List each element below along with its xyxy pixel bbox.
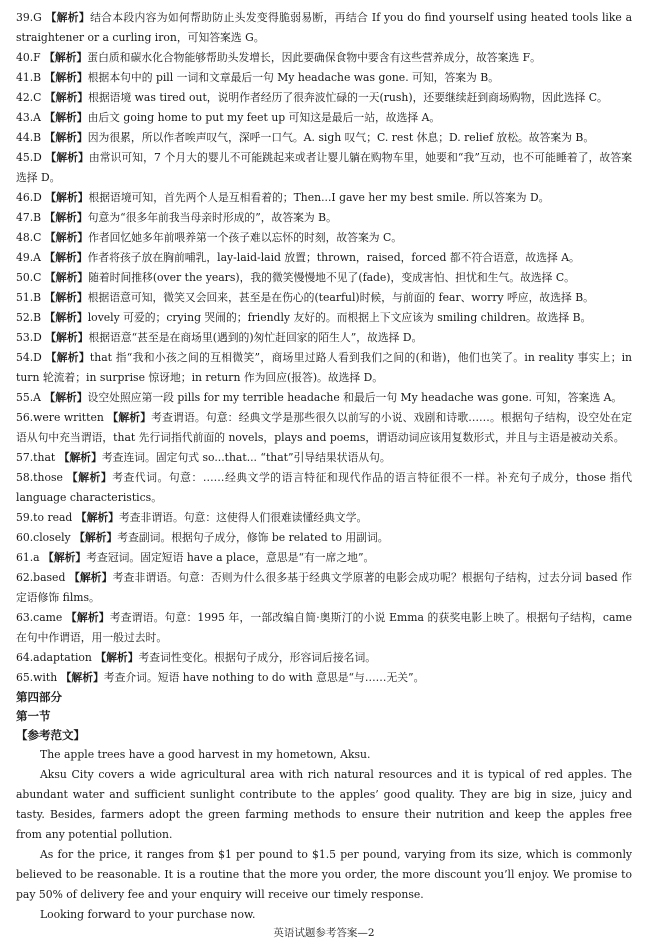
page-footer: 英语试题参考答案—2 <box>273 927 375 939</box>
analysis-tag: 【解析】 <box>44 291 88 304</box>
answer-number: 48.C <box>16 231 42 244</box>
answer-entry <box>16 388 632 408</box>
answer-entry <box>16 48 632 68</box>
analysis-text: that 指“我和小孩之间的互相微笑”，商场里过路人看到我们之间的(和谐)，他们也笑了。in reality 事实上；in turn 轮流着；in surprise 惊讶地；in return 作为回应(报答)。故选择 D。 <box>16 351 633 384</box>
analysis-tag: 【解析】 <box>74 531 118 544</box>
answer-number: 46.D <box>16 191 42 204</box>
analysis-tag: 【解析】 <box>44 211 88 224</box>
analysis-tag: 【解析】 <box>44 271 89 284</box>
answer-number: 52.B <box>16 311 42 324</box>
analysis-tag: 【解析】 <box>45 351 90 364</box>
answer-entry <box>16 268 632 288</box>
answer-number: 63.came <box>16 611 63 624</box>
answer-entry <box>16 208 632 228</box>
answer-entry <box>16 108 632 128</box>
analysis-tag: 【解析】 <box>44 111 88 124</box>
analysis-text: 考查介词。短语 have nothing to do with 意思是“与……无关”。 <box>103 671 425 684</box>
analysis-text: 考查非谓语。句意：这使得人们很难读懂经典文学。 <box>118 511 368 524</box>
answer-entry <box>16 468 632 508</box>
answer-number: 43.A <box>16 111 41 124</box>
answer-entry <box>16 348 632 388</box>
analysis-tag: 【解析】 <box>44 391 88 404</box>
analysis-tag: 【解析】 <box>45 151 89 164</box>
analysis-tag: 【解析】 <box>65 611 110 624</box>
analysis-text: 根据语意“甚至是在商场里(遇到的)匆忙赶回家的陌生人”，故选择 D。 <box>88 331 423 344</box>
analysis-tag: 【解析】 <box>68 571 113 584</box>
answer-entry <box>16 608 632 648</box>
answer-entry <box>16 648 632 668</box>
answer-number: 58.those <box>16 471 63 484</box>
answer-entry <box>16 508 632 528</box>
essay-paragraph: Aksu City covers a wide agricultural area with rich natural resources and it is typical of red apples. The abundant water and sufficient sunlight contribute to the apples’ good quality. They are big in size, juicy and tasty. Besides, farmers adopt the green farming methods to ensure their nutrition and keep the apples free from any potential pollution. <box>16 768 632 841</box>
analysis-text: 考查连词。固定句式 so...that... “that”引导结果状语从句。 <box>101 451 391 464</box>
answer-entry <box>16 548 632 568</box>
answer-entry <box>16 228 632 248</box>
answer-entry <box>16 248 632 268</box>
answer-entry <box>16 528 632 548</box>
analysis-tag: 【解析】 <box>44 71 88 84</box>
analysis-tag: 【解析】 <box>43 551 87 564</box>
answer-number: 55.A <box>16 391 41 404</box>
analysis-text: 根据语境可知，首先两个人是互相看着的；Then...I gave her my best smile. 所以答案为 D。 <box>88 191 550 204</box>
analysis-text: 考查代词。句意：……经典文学的语言特征和现代作品的语言特征很不一样。补充句子成分，those 指代 language characteristics。 <box>16 471 633 504</box>
answer-number: 44.B <box>16 131 42 144</box>
analysis-tag: 【解析】 <box>45 191 89 204</box>
analysis-text: 蛋白质和碳水化合物能够帮助头发增长，因此要确保食物中要含有这些营养成分，故答案选 F。 <box>87 51 541 64</box>
answer-number: 54.D <box>16 351 42 364</box>
answer-number: 51.B <box>16 291 42 304</box>
analysis-tag: 【解析】 <box>44 91 89 104</box>
answer-entry <box>16 88 632 108</box>
analysis-tag: 【解析】 <box>44 131 88 144</box>
analysis-tag: 【解析】 <box>60 671 104 684</box>
answer-entry <box>16 308 632 328</box>
answer-number: 50.C <box>16 271 42 284</box>
answer-number: 53.D <box>16 331 42 344</box>
analysis-tag: 【解析】 <box>44 251 88 264</box>
analysis-text: 设空处照应第一段 pills for my terrible headache 和最后一句 My headache was gone. 可知，答案选 A。 <box>87 391 623 404</box>
analysis-text: 作者将孩子放在胸前哺乳，lay-laid-laid 放置；thrown，raised，forced 都不符合语意，故选择 A。 <box>87 251 580 264</box>
answer-entry <box>16 68 632 88</box>
analysis-text: lovely 可爱的；crying 哭闹的；friendly 友好的。而根据上下文应该为 smiling children。故选择 B。 <box>87 311 592 324</box>
analysis-text: 结合本段内容为如何帮助防止头发变得脆弱易断，再结合 If you do find yourself using heated tools like a straightener or a curling iron，可知答案选 G。 <box>16 11 633 44</box>
analysis-text: 随着时间推移(over the years)，我的微笑慢慢地不见了(fade)，变成害怕、担忧和生气。故选择 C。 <box>88 271 575 284</box>
answer-number: 56.were written <box>16 411 104 424</box>
answer-entry <box>16 8 632 48</box>
analysis-text: 根据本句中的 pill 一词和文章最后一句 My headache was gone. 可知，答案为 B。 <box>87 71 500 84</box>
analysis-text: 由常识可知，7 个月大的婴儿不可能跳起来或者让婴儿躺在购物车里，她要和“我”互动，也不可能睡着了，故答案选择 D。 <box>16 151 633 184</box>
answer-number: 57.that <box>16 451 56 464</box>
sample-essay <box>16 745 632 925</box>
essay-paragraph: Looking forward to your purchase now. <box>40 908 256 921</box>
answer-number: 49.A <box>16 251 41 264</box>
answer-number: 41.B <box>16 71 42 84</box>
essay-paragraph: As for the price, it ranges from $1 per pound to $1.5 per pound, varying from its size, which is commonly believed to be reasonable. It is a routine that the more you order, the more discount you’ll enjoy. We promise to pay 50% of delivery fee and your enquiry will receive our timely response. <box>16 848 632 901</box>
analysis-tag: 【解析】 <box>95 651 139 664</box>
answer-number: 39.G <box>16 11 42 24</box>
answer-number: 60.closely <box>16 531 71 544</box>
analysis-text: 考查词性变化。根据句子成分，形容词后接名词。 <box>138 651 377 664</box>
answer-entry <box>16 668 632 688</box>
answer-number: 42.C <box>16 91 42 104</box>
analysis-tag: 【解析】 <box>44 311 88 324</box>
analysis-text: 考查冠词。固定短语 have a place，意思是“有一席之地”。 <box>86 551 375 564</box>
analysis-tag: 【解析】 <box>107 411 152 424</box>
analysis-text: 考查副词。根据句子成分，修饰 be related to 用副词。 <box>117 531 389 544</box>
analysis-text: 由后文 going home to put my feet up 可知这是最后一站，故选择 A。 <box>87 111 441 124</box>
analysis-tag: 【解析】 <box>66 471 113 484</box>
answer-entry <box>16 408 632 448</box>
part-heading: 第四部分 <box>16 690 62 704</box>
answer-number: 47.B <box>16 211 42 224</box>
analysis-tag: 【解析】 <box>75 511 119 524</box>
answer-number: 65.with <box>16 671 58 684</box>
section-heading: 第一节 <box>16 709 51 723</box>
answer-number: 45.D <box>16 151 42 164</box>
analysis-tag: 【解析】 <box>45 331 89 344</box>
analysis-tag: 【解析】 <box>44 51 88 64</box>
analysis-tag: 【解析】 <box>45 11 91 24</box>
sample-essay-heading: 【参考范文】 <box>16 728 85 742</box>
analysis-text: 考查非谓语。句意：否则为什么很多基于经典文学原著的电影会成功呢？根据句子结构，过去分词 based 作定语修饰 films。 <box>16 571 633 604</box>
analysis-text: 考查谓语。句意：1995 年，一部改编自简·奥斯汀的小说 Emma 的获奖电影上映了。根据句子结构，came 在句中作谓语，用一般过去时。 <box>16 611 633 644</box>
analysis-tag: 【解析】 <box>58 451 102 464</box>
answer-entry <box>16 568 632 608</box>
answer-entry <box>16 128 632 148</box>
answer-entry <box>16 148 632 188</box>
answer-entry <box>16 188 632 208</box>
answer-entry <box>16 328 632 348</box>
analysis-text: 根据语境 was tired out，说明作者经历了很奔波忙碌的一天(rush)，还要继续赶到商场购物，因此选择 C。 <box>88 91 608 104</box>
analysis-text: 根据语意可知，微笑又会回来，甚至是在伤心的(tearful)时候，与前面的 fear、worry 呼应，故选择 B。 <box>87 291 594 304</box>
analysis-text: 考查谓语。句意：经典文学是那些很久以前写的小说、戏剧和诗歌……。根据句子结构，设空处在定语从句中充当谓语，that 先行词指代前面的 novels，plays and poems，谓语动词应该用复数形式，并且与主语是被动关系。 <box>16 411 633 444</box>
answer-number: 64.adaptation <box>16 651 92 664</box>
answer-entry <box>16 288 632 308</box>
analysis-text: 因为很累，所以作者唉声叹气，深呼一口气。A. sigh 叹气；C. rest 休息；D. relief 放松。故答案为 B。 <box>87 131 595 144</box>
analysis-text: 作者回忆她多年前喂养第一个孩子难以忘怀的时刻，故答案为 C。 <box>88 231 403 244</box>
answer-entries <box>16 8 632 688</box>
answer-entry <box>16 448 632 468</box>
answer-number: 62.based <box>16 571 66 584</box>
answer-number: 59.to read <box>16 511 73 524</box>
essay-paragraph: The apple trees have a good harvest in my hometown, Aksu. <box>40 748 371 761</box>
analysis-text: 句意为“很多年前我当母亲时形成的”，故答案为 B。 <box>87 211 337 224</box>
answer-number: 61.a <box>16 551 40 564</box>
answer-number: 40.F <box>16 51 41 64</box>
analysis-tag: 【解析】 <box>44 231 89 244</box>
